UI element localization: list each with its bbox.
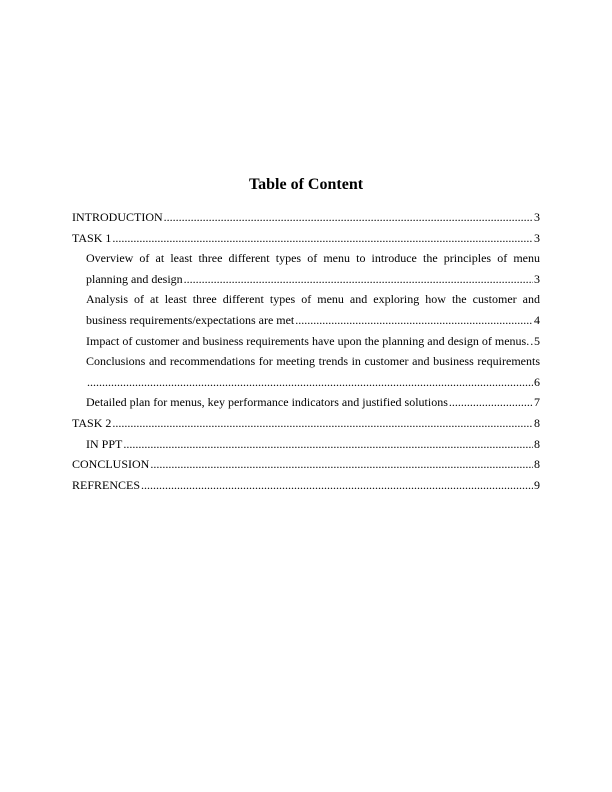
dot-leader (449, 392, 533, 413)
toc-page-number: 6 (534, 374, 540, 389)
toc-entry-refrences[interactable] (72, 475, 540, 496)
toc-page-number: 3 (534, 271, 540, 286)
toc-entry-text: TASK 1 (72, 230, 112, 245)
dot-leader (123, 434, 533, 455)
toc-page-number: 8 (534, 436, 540, 451)
toc-entry-text: IN PPT (86, 436, 123, 451)
dot-leader (164, 207, 533, 228)
dot-leader (295, 310, 533, 331)
dot-leader (150, 454, 533, 475)
toc-page-number: 5 (534, 333, 540, 348)
dot-leader (184, 269, 533, 290)
toc-page-number: 4 (534, 312, 540, 327)
toc-entry-analysis-menus[interactable] (72, 289, 540, 330)
toc-entry-in-ppt[interactable] (72, 434, 540, 455)
page-title: Table of Content (248, 176, 364, 193)
toc-entry-text: CONCLUSION (72, 457, 150, 472)
toc-entry-text: Detailed plan for menus, key performance indicators and justified solutions (86, 395, 448, 410)
toc-entry-text-line1: Conclusions and recommendations for meeting trends in customer and business requirements (86, 354, 540, 369)
dot-leader (87, 372, 533, 393)
toc-page-number: 3 (534, 230, 540, 245)
table-of-contents (72, 207, 540, 495)
dot-leader (112, 228, 533, 249)
toc-entry-introduction[interactable] (72, 207, 540, 228)
toc-entry-detailed-plan[interactable] (72, 392, 540, 413)
toc-entry-text-line1: Analysis of at least three different types of menu and exploring how the customer and (86, 292, 540, 307)
toc-entry-task-1[interactable] (72, 228, 540, 249)
toc-page-number: 9 (534, 477, 540, 492)
toc-entry-task-2[interactable] (72, 413, 540, 434)
dot-leader (112, 413, 533, 434)
toc-entry-text-line2: business requirements/expectations are met (86, 312, 295, 327)
toc-entry-impact-requirements[interactable] (72, 331, 540, 352)
toc-entry-text: TASK 2 (72, 415, 112, 430)
toc-page-number: 3 (534, 210, 540, 224)
toc-entry-text: INTRODUCTION (72, 210, 163, 224)
toc-page-number: 8 (534, 457, 540, 472)
toc-page-number: 7 (534, 395, 540, 410)
toc-entry-text: Impact of customer and business requirements have upon the planning and design of menus. (86, 333, 530, 348)
toc-entry-text-line2: planning and design (86, 271, 183, 286)
toc-entry-overview-menus[interactable] (72, 248, 540, 289)
toc-entry-conclusion[interactable] (72, 454, 540, 475)
dot-leader (141, 475, 533, 496)
toc-entry-text: REFRENCES (72, 477, 141, 492)
toc-page-number: 8 (534, 415, 540, 430)
toc-entry-text-line1: Overview of at least three different types of menu to introduce the principles of menu (86, 251, 540, 266)
toc-entry-conclusions-recommendations[interactable] (72, 351, 540, 392)
dot-leader (530, 331, 533, 352)
